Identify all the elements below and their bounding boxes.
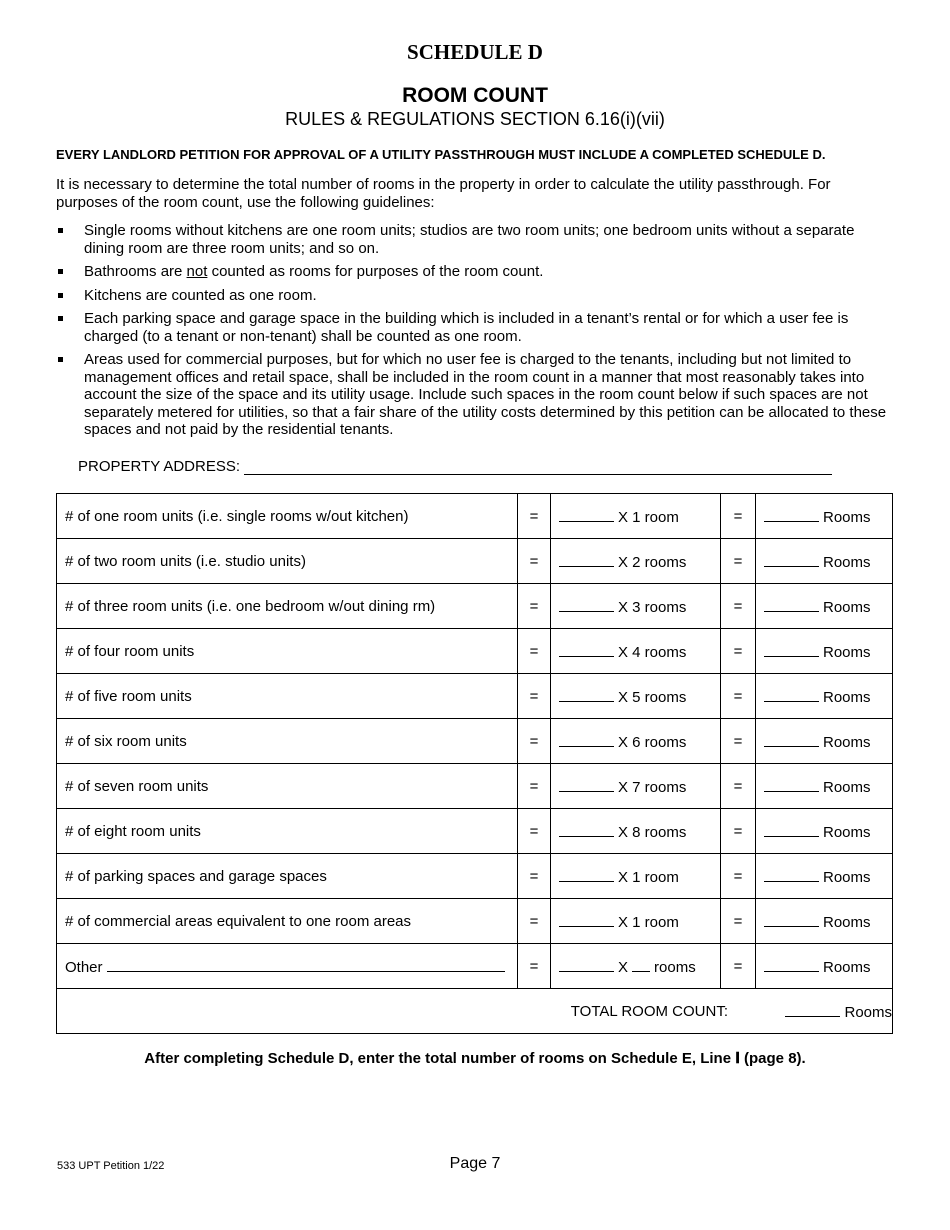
equals-sign: =: [721, 719, 756, 764]
page-title: ROOM COUNT: [402, 84, 548, 107]
rooms-label: Rooms: [823, 778, 871, 796]
bullet-icon: [58, 228, 63, 233]
unit-count-field[interactable]: [559, 777, 614, 792]
unit-count-field[interactable]: [559, 912, 614, 927]
row-description: # of two room units (i.e. studio units): [57, 539, 518, 584]
equals-sign: =: [518, 494, 551, 539]
unit-count-field[interactable]: [559, 642, 614, 657]
rooms-label: Rooms: [823, 598, 871, 616]
unit-count-field[interactable]: [559, 732, 614, 747]
multiplier-label: X 7 rooms: [618, 778, 687, 796]
unit-count-field[interactable]: [559, 552, 614, 567]
row-description: # of eight room units: [57, 809, 518, 854]
row-description: # of five room units: [57, 674, 518, 719]
bullet-icon: [58, 293, 63, 298]
bullet-icon: [58, 316, 63, 321]
table-row-other: [57, 944, 893, 989]
equals-sign: =: [518, 944, 551, 989]
equals-sign: =: [721, 539, 756, 584]
equals-sign: =: [518, 719, 551, 764]
rooms-total-field[interactable]: [764, 597, 819, 612]
other-label: Other: [65, 958, 103, 976]
multiplier-label: X 1 room: [618, 913, 679, 931]
rooms-label: Rooms: [823, 823, 871, 841]
rooms-total-field[interactable]: [764, 912, 819, 927]
unit-count-field[interactable]: [559, 597, 614, 612]
rooms-label: Rooms: [844, 1003, 892, 1021]
rooms-total-field[interactable]: [764, 687, 819, 702]
rooms-total-field[interactable]: [764, 552, 819, 567]
row-description: # of four room units: [57, 629, 518, 674]
property-address-label: PROPERTY ADDRESS:: [78, 458, 240, 475]
multiplier-label: X 1 room: [618, 508, 679, 526]
rooms-label: Rooms: [823, 958, 871, 976]
multiplier-label: X 1 room: [618, 868, 679, 886]
table-row: [57, 719, 893, 764]
multiplier-label: X 4 rooms: [618, 643, 687, 661]
multiplier-x: X: [618, 958, 629, 976]
multiplier-label: X 5 rooms: [618, 688, 687, 706]
bullet-icon: [58, 269, 63, 274]
other-description-field[interactable]: [107, 957, 505, 972]
multiplier-rooms: rooms: [654, 958, 696, 976]
rooms-label: Rooms: [823, 508, 871, 526]
guideline-item: Areas used for commercial purposes, but for which no user fee is charged to the tenants, including but not limited to management offices and retail space, shall be included in the room count in a manner that most reasonably takes into account the size of the space and its utility usage. Include such spaces in the room count below if such spaces are not separately metered for utilities, so that a fair share of the utility costs determined by this petition can be allocated to these spaces and not paid by the residential tenants.: [56, 351, 896, 439]
multiplier-label: X 6 rooms: [618, 733, 687, 751]
table-row: [57, 764, 893, 809]
rooms-label: Rooms: [823, 733, 871, 751]
schedule-title: SCHEDULE D: [407, 40, 543, 64]
equals-sign: =: [518, 764, 551, 809]
unit-count-field[interactable]: [559, 507, 614, 522]
unit-count-field[interactable]: [559, 687, 614, 702]
rooms-label: Rooms: [823, 688, 871, 706]
equals-sign: =: [721, 809, 756, 854]
total-rooms-field[interactable]: [785, 1002, 840, 1017]
table-row: [57, 809, 893, 854]
rooms-total-field[interactable]: [764, 732, 819, 747]
page-number: Page 7: [449, 1155, 501, 1172]
row-description: # of commercial areas equivalent to one room areas: [57, 899, 518, 944]
multiplier-field[interactable]: [632, 957, 650, 972]
equals-sign: =: [721, 629, 756, 674]
equals-sign: =: [721, 944, 756, 989]
equals-sign: =: [721, 584, 756, 629]
equals-sign: =: [721, 764, 756, 809]
multiplier-label: X 8 rooms: [618, 823, 687, 841]
total-room-count-label: TOTAL ROOM COUNT:: [570, 1002, 728, 1020]
rooms-total-field[interactable]: [764, 867, 819, 882]
rooms-label: Rooms: [823, 643, 871, 661]
section-reference: RULES & REGULATIONS SECTION 6.16(i)(vii): [285, 109, 665, 129]
equals-sign: =: [518, 584, 551, 629]
equals-sign: =: [721, 494, 756, 539]
table-row: [57, 584, 893, 629]
table-row: [57, 494, 893, 539]
row-description: # of six room units: [57, 719, 518, 764]
table-row: [57, 674, 893, 719]
guideline-item: Kitchens are counted as one room.: [56, 287, 896, 305]
completion-instruction: After completing Schedule D, enter the total number of rooms on Schedule E, Line 𝐈 (page 8).: [144, 1050, 806, 1067]
unit-count-field[interactable]: [559, 822, 614, 837]
multiplier-label: X 2 rooms: [618, 553, 687, 571]
guideline-item: Single rooms without kitchens are one room units; studios are two room units; one bedroom units without a separate dining room are three room units; and so on.: [56, 222, 896, 257]
rooms-label: Rooms: [823, 868, 871, 886]
equals-sign: =: [721, 674, 756, 719]
property-address-row: [78, 457, 832, 475]
guidelines-list: [56, 222, 896, 445]
equals-sign: =: [518, 539, 551, 584]
table-row: [57, 539, 893, 584]
unit-count-field[interactable]: [559, 957, 614, 972]
rooms-total-field[interactable]: [764, 642, 819, 657]
form-identifier: 533 UPT Petition 1/22: [57, 1160, 165, 1172]
rooms-total-field[interactable]: [764, 957, 819, 972]
bullet-icon: [58, 357, 63, 362]
guideline-item: Bathrooms are not counted as rooms for purposes of the room count.: [56, 263, 896, 281]
row-description: # of parking spaces and garage spaces: [57, 854, 518, 899]
row-description: # of three room units (i.e. one bedroom w/out dining rm): [57, 584, 518, 629]
rooms-total-field[interactable]: [764, 507, 819, 522]
equals-sign: =: [518, 854, 551, 899]
intro-paragraph: It is necessary to determine the total number of rooms in the property in order to calculate the utility passthrough. For purposes of the room count, use the following guidelines:: [56, 176, 831, 211]
property-address-field[interactable]: [244, 457, 832, 475]
equals-sign: =: [721, 899, 756, 944]
equals-sign: =: [518, 674, 551, 719]
rooms-label: Rooms: [823, 913, 871, 931]
unit-count-field[interactable]: [559, 867, 614, 882]
table-row: [57, 629, 893, 674]
table-row: [57, 854, 893, 899]
requirement-notice: EVERY LANDLORD PETITION FOR APPROVAL OF A UTILITY PASSTHROUGH MUST INCLUDE A COMPLETED SCHEDULE D.: [56, 147, 826, 162]
table-row: [57, 899, 893, 944]
room-count-table: [56, 493, 893, 1034]
equals-sign: =: [518, 629, 551, 674]
multiplier-label: X 3 rooms: [618, 598, 687, 616]
rooms-total-field[interactable]: [764, 822, 819, 837]
rooms-label: Rooms: [823, 553, 871, 571]
guideline-item: Each parking space and garage space in the building which is included in a tenant’s rental or for which a user fee is charged (to a tenant or non-tenant) shall be counted as one room.: [56, 310, 896, 345]
row-description: # of one room units (i.e. single rooms w/out kitchen): [57, 494, 518, 539]
equals-sign: =: [518, 899, 551, 944]
row-description: # of seven room units: [57, 764, 518, 809]
equals-sign: =: [721, 854, 756, 899]
total-row: [57, 989, 893, 1034]
rooms-total-field[interactable]: [764, 777, 819, 792]
equals-sign: =: [518, 809, 551, 854]
